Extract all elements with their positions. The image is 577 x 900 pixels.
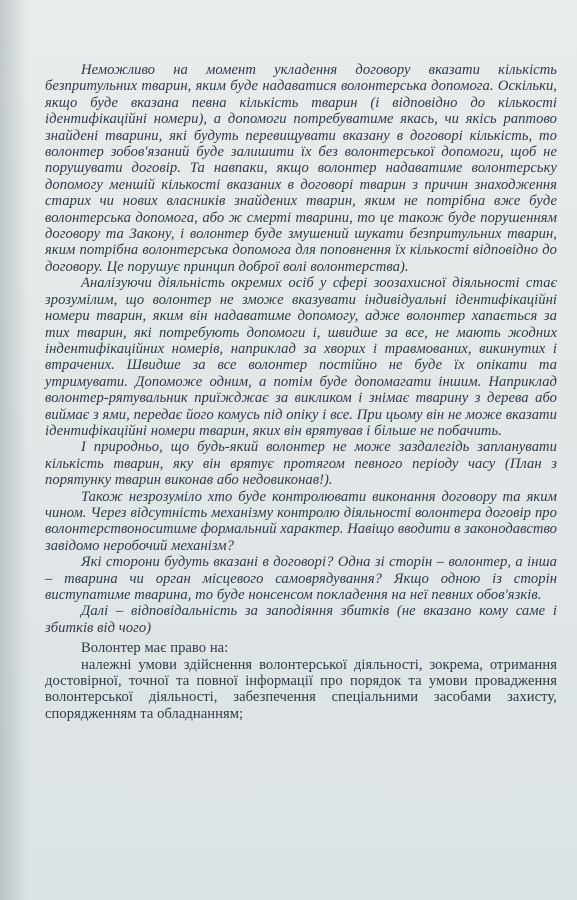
paragraph-volunteer-rights-item: належні умови здійснення волонтерської діяльності, зокрема, отримання достовірної, точної та повної інформації про порядок та умови провадження волонтерської діяльності, забезпечення спеціальними засобами захисту, спорядженням та обладнанням; <box>45 656 557 722</box>
paragraph-control-issue: Також незрозуміло хто буде контролювати виконання договору та яким чином. Через відсутність механізму контролю діяльності волонтера договір про волонтерствоноситиме формальний характер. Навіщо вводити в законодавство завідомо неробочий механізм? <box>45 488 557 554</box>
paragraph-liability: Далі – відповідальність за заподіяння збитків (не вказано кому саме і збитків від чого) <box>45 603 557 636</box>
paragraph-contract-parties: Які сторони будуть вказані в договорі? Одна зі сторін – волонтер, а інша – тварина чи орган місцевого самоврядування? Якщо одною із сторін виступатиме тварина, то буде нонсенсом покладення на неї певних обов'язків. <box>45 554 557 603</box>
paragraph-activity-analysis: Аналізуючи діяльність окремих осіб у сфері зоозахисної діяльності стає зрозумілим, що волонтер не зможе вказувати індивідуальні ідентифікаційні номери тварин, яким він надаватиме допомогу, адже волонтер хапається за тих тварин, які потребують допомоги і, швидше за все, не мають жодних індентифікаційних номерів, наприклад за хворих і травмованих, викинутих і втрачених. Швидше за все волонтер постійно не буде їх опікати та утримувати. Допоможе одним, а потім буде допомагати іншим. Наприклад волонтер-рятувальник приїжджає за викликом і знімає тварину з дерева або виймає з ями, передає його комусь під опіку і все. При цьому він не може вказати ідентифікаційні номери тварин, яких він врятував і більше не побачить. <box>45 275 557 439</box>
paragraph-planning-issue: І природньо, що будь-який волонтер не може заздалегідь запланувати кількість тварин, яку він врятує протягом певного періоду часу (План з порятунку тварин виконав або недовиконав!). <box>45 439 557 489</box>
paragraph-animal-count-issue: Неможливо на момент укладення договору вказати кількість безпритульних тварин, яким буде надаватися волонтерська допомога. Оскільки, якщо буде вказана певна кількість тварин (і відповідно до кількості ідентифікаційні номери), а допомоги потребуватиме якась, чи якісь раптово знайдені тварини, які будуть перевищувати вказану в договорі кількість, то волонтер зобов'язаний буде залишити їх без волонтерської допомоги, щоб не порушувати договір. Та навпаки, якщо волонтер надаватиме волонтерську допомогу меншій кількості вказаних в договорі тварин з причин знаходження старих чи нових власників знайдених тварин, яким не потрібна вже буде волонтерська допомога, або ж смерті тварини, то це також буде порушенням договору та Закону, і волонтер буде змушений шукати безпритульних тварин, яким потрібна волонтерська допомога для поповнення їх кількості відповідно до договору. Це порушує принцип доброї волі волонтерства). <box>45 62 557 275</box>
document-body <box>45 62 557 722</box>
paragraph-volunteer-rights-heading: Волонтер має право на: <box>81 640 229 657</box>
page-edge-shadow <box>0 0 28 900</box>
